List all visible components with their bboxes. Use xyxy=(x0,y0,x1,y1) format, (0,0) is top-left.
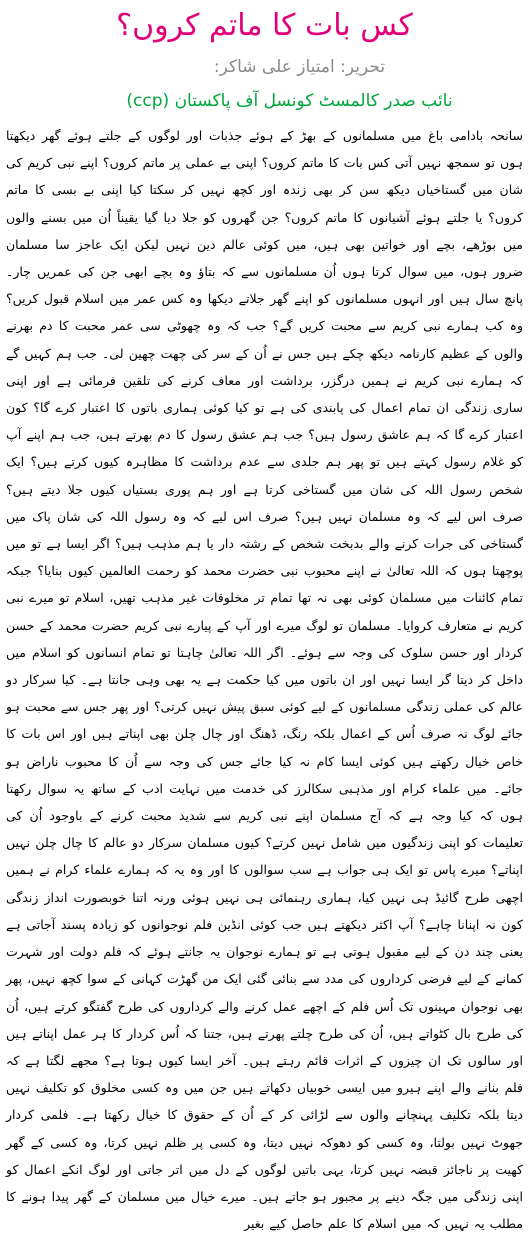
author-byline: تحریر: امتیاز علی شاکر: xyxy=(213,57,386,77)
article-title: کس بات کا ماتم کروں؟ xyxy=(116,8,413,43)
author-affiliation: نائب صدر کالمسٹ کونسل آف پاکستان (ccp) xyxy=(126,91,453,111)
article-body: سانحہ بادامی باغ میں مسلمانوں کے بھڑ کے ہوئے جذبات اور لوگوں کے جلتے ہوئے گھر دیکھتا ہوں تو سمجھ نہیں آتی کس بات کا ماتم کروں؟ اپنی بے عملی پر ماتم کروں؟ اپنے نبی کریم کی شان میں گستاخیاں دیکھ سن کر بھی زندہ اور کچھ نہیں کر سکتا کیا اپنی بے بسی کا ماتم کروں؟ یا جلتے ہوئے آشیانوں کا ماتم کروں؟ جن گھروں کو جلا دیا گیا یقیناً اُن میں بسنے والوں میں بوڑھے، بچے اور خواتین بھی ہیں، میں کوئی عالم دین نہیں لیکن ایک عاجز سا مسلمان ضرور ہوں، میں سوال کرتا ہوں اُن مسلمانوں سے کہ بتاؤ وہ بچے ابھی جن کی عمریں چار۔ پانچ سال ہیں اور انہوں مسلمانوں کو اپنے گھر جلاتے دیکھا وہ کس عمر میں اسلام قبول کریں؟ وہ کب ہمارے نبی کریم سے محبت کریں گے؟ جب کہ وہ چھوٹی سی عمر محبت کا دم بھرنے والوں کے عظیم کارنامہ دیکھ چکے ہیں جس نے اُن کے سر کی چھت چھین لی۔ جب ہم کہیں گے کہ ہمارے نبی کریم نے ہمیں درگزر، برداشت اور معاف کرنے کی تلقین فرمائی ہے اور اپنی ساری زندگی ان تمام اعمال کی پابندی کی ہے تو کیا کوئی ہماری باتوں کا اعتبار کرے گا؟ کون اعتبار کرے گا کہ ہم عاشق رسول ہیں؟ جب ہم عشق رسول کا دم بھرتے ہیں، جب ہم اپنے آپ کو غلام رسول کہتے ہیں تو پھر ہم جلدی سے عدم برداشت کا مظاہرہ کیوں کرتے ہیں؟ ایک شخص رسول اللہ کی شان میں گستاخی کرتا ہے اور ہم پوری بستیاں کیوں جلا دیتے ہیں؟ صرف اس لیے کہ وہ مسلمان نہیں ہیں؟ صرف اس لیے کہ وہ رسول اللہ کی شان پاک میں گستاخی کی جرات کرنے والے بدبخت شخص کے رشتہ دار یا ہم مذہب ہیں؟ اگر ایسا ہے تو میں پوچھتا ہوں کہ اللہ تعالیٰ نے اپنے محبوب نبی حضرت محمد کو رحمت العالمین کیوں بنایا؟ جبکہ تمام کائنات میں مسلمان کوئی بھی نہ تھا تمام تر مخلوقات غیر مذہب تھیں، اسلام تو میرے نبی کریم نے متعارف کروایا۔ مسلمان تو لوگ میرے اور آپ کے پیارے نبی کریم حضرت محمد کے حسن کردار اور حسن سلوک کی وجہ سے ہوئے۔ اگر اللہ تعالیٰ چاہتا تو تمام انسانوں کو اسلام میں داخل کر دیتا گر ایسا نہیں اور ان باتوں میں کیا حکمت ہے یہ بھی وہی جانتا ہے۔ کیا سرکار دو عالم کی عملی زندگی مسلمانوں کے لیے کوئی سبق پیش نہیں کرتی؟ اور پھر جس سے محبت ہو جائے لوگ نہ صرف اُس کے اعمال بلکہ رنگ، ڈھنگ اور چال چلن بھی اپناتے ہیں اور اس بات کا خاص خیال رکھتے ہیں کوئی ایسا کام نہ کیا جائے جس کی وجہ سے اُن کا محبوب ناراض ہو جائے۔ میں علماء کرام اور مذہبی سکالرز کی خدمت میں نہایت ادب کے ساتھ یہ سوال رکھتا ہوں کہ کیا وجہ ہے کہ آج مسلمان اپنے نبی کریم سے شدید محبت کرنے کے باوجود اُن کی تعلیمات کو اپنی زندگیوں میں شامل نہیں کرتے؟ کیوں مسلمان سرکار دو عالم کا چال چلن نہیں اپناتے؟ میرے پاس تو ایک ہی جواب ہے سب سوالوں کا اور وہ یہ کہ ہمارے علماء کرام نے ہمیں اچھی طرح گائیڈ ہی نہیں کیا، ہماری رہنمائی ہی نہیں ہوئی ورنہ اتنا خوبصورت انداز زندگی کون نہ اپنانا چاہے؟ آپ اکثر دیکھتے ہیں جب کوئی انڈین فلم نوجوانوں کو زیادہ پسند آجاتی ہے یعنی چند دن کے لیے مقبول ہوتی ہے تو ہمارے نوجوان یہ جانتے ہوئے کہ فلم دولت اور شہرت کمانے کے لیے فرضی کرداروں کی مدد سے بنائی گئی ایک من گھڑت کہانی کے سوا کچھ نہیں، پھر بھی نوجوان مہینوں تک اُس فلم کے اچھے عمل کرنے والے کرداروں کی طرح گفتگو کرتے ہیں، اُن کی طرح بال کٹواتے ہیں، اُن کی طرح چلتے پھرتے ہیں، جتنا کہ اُس کردار کا ہر عمل اپناتے ہیں اور سالوں تک ان چیزوں کے اثرات قائم رہتے ہیں۔ آخر ایسا کیوں ہوتا ہے؟ مجھے لگتا ہے کہ فلم بنانے والے اپنے ہیرو میں ایسی خوبیاں دکھاتے ہیں جن میں وہ کسی مخلوق کو تکلیف نہیں دیتا بلکہ تکلیف پہنچانے والوں سے لڑائی کر کے اُن کے حقوق کا خیال رکھتا ہے۔ فلمی کردار جھوٹ نہیں بولتا، وہ کسی کو دھوکہ نہیں دیتا، وہ کسی پر ظلم نہیں کرتا، وہ کسی کے گھر کھیت پر ناجائز قبضہ نہیں کرتا، یہی باتیں لوگوں کے دل میں اتر جاتی اور لوگ انکے اعمال کو اپنی زندگی میں جگہ دینے پر مجبور ہو جاتے ہیں۔ میرے خیال میں مسلمان کے گھر پیدا ہونے کا مطلب یہ نہیں کہ میں اسلام کا علم حاصل کیے بغیر xyxy=(6,128,523,1232)
